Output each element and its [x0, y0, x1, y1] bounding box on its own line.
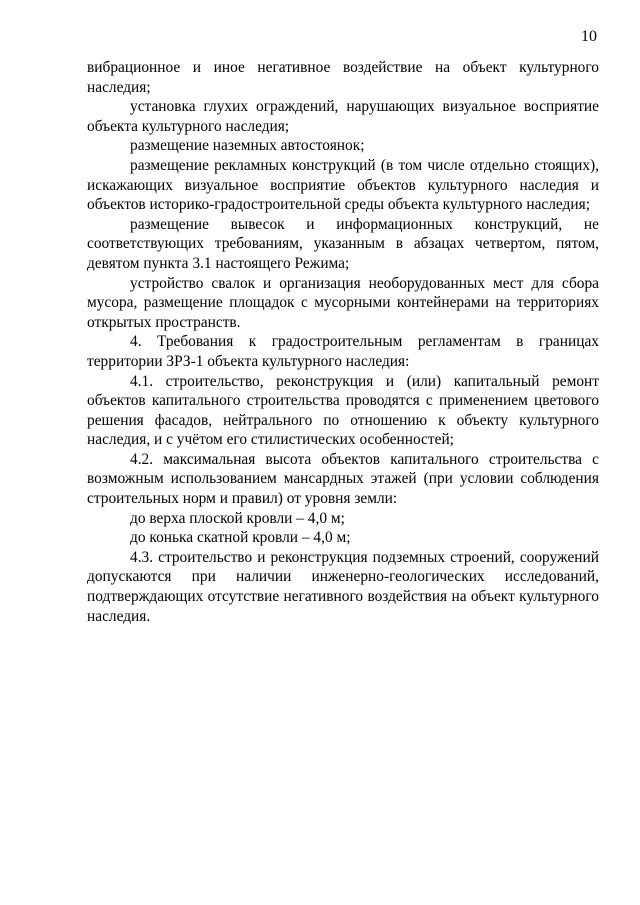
page-number: 10 [581, 28, 597, 45]
paragraph: 4.1. строительство, реконструкция и (или) капитальный ремонт объектов капитального строительства проводятся с применением цветового решения фасадов, нейтрального по отношению к объекту культурного наследия, и с учётом его стилистических особенностей; [87, 372, 599, 449]
paragraph: вибрационное и иное негативное воздействие на объект культурного наследия; [87, 59, 599, 96]
body-text [87, 58, 599, 626]
paragraph: до верха плоской кровли – 4,0 м; [130, 509, 345, 527]
paragraph: размещение рекламных конструкций (в том числе отдельно стоящих), искажающих визуальное восприятие объектов культурного наследия и объектов историко-градостроительной среды объекта культурного наследия; [87, 156, 599, 214]
paragraph: размещение вывесок и информационных конструкций, не соответствующих требованиям, указанным в абзацах четвертом, пятом, девятом пункта 3.1 настоящего Режима; [87, 215, 599, 272]
paragraph: до конька скатной кровли – 4,0 м; [130, 529, 351, 547]
paragraph: 4. Требования к градостроительным регламентам в границах территории ЗРЗ-1 объекта культурного наследия: [87, 333, 599, 370]
paragraph: устройство свалок и организация необорудованных мест для сбора мусора, размещение площадок с мусорными контейнерами на территориях открытых пространств. [87, 274, 599, 331]
paragraph: установка глухих ограждений, нарушающих визуальное восприятие объекта культурного наследия; [87, 98, 599, 135]
paragraph: 4.3. строительство и реконструкция подземных строений, сооружений допускаются при наличии инженерно-геологических исследований, подтверждающих отсутствие негативного воздействия на объект культурного наследия. [87, 548, 599, 625]
paragraph: 4.2. максимальная высота объектов капитального строительства с возможным использованием мансардных этажей (при условии соблюдения строительных норм и правил) от уровня земли: [87, 450, 599, 508]
paragraph: размещение наземных автостоянок; [130, 137, 365, 155]
